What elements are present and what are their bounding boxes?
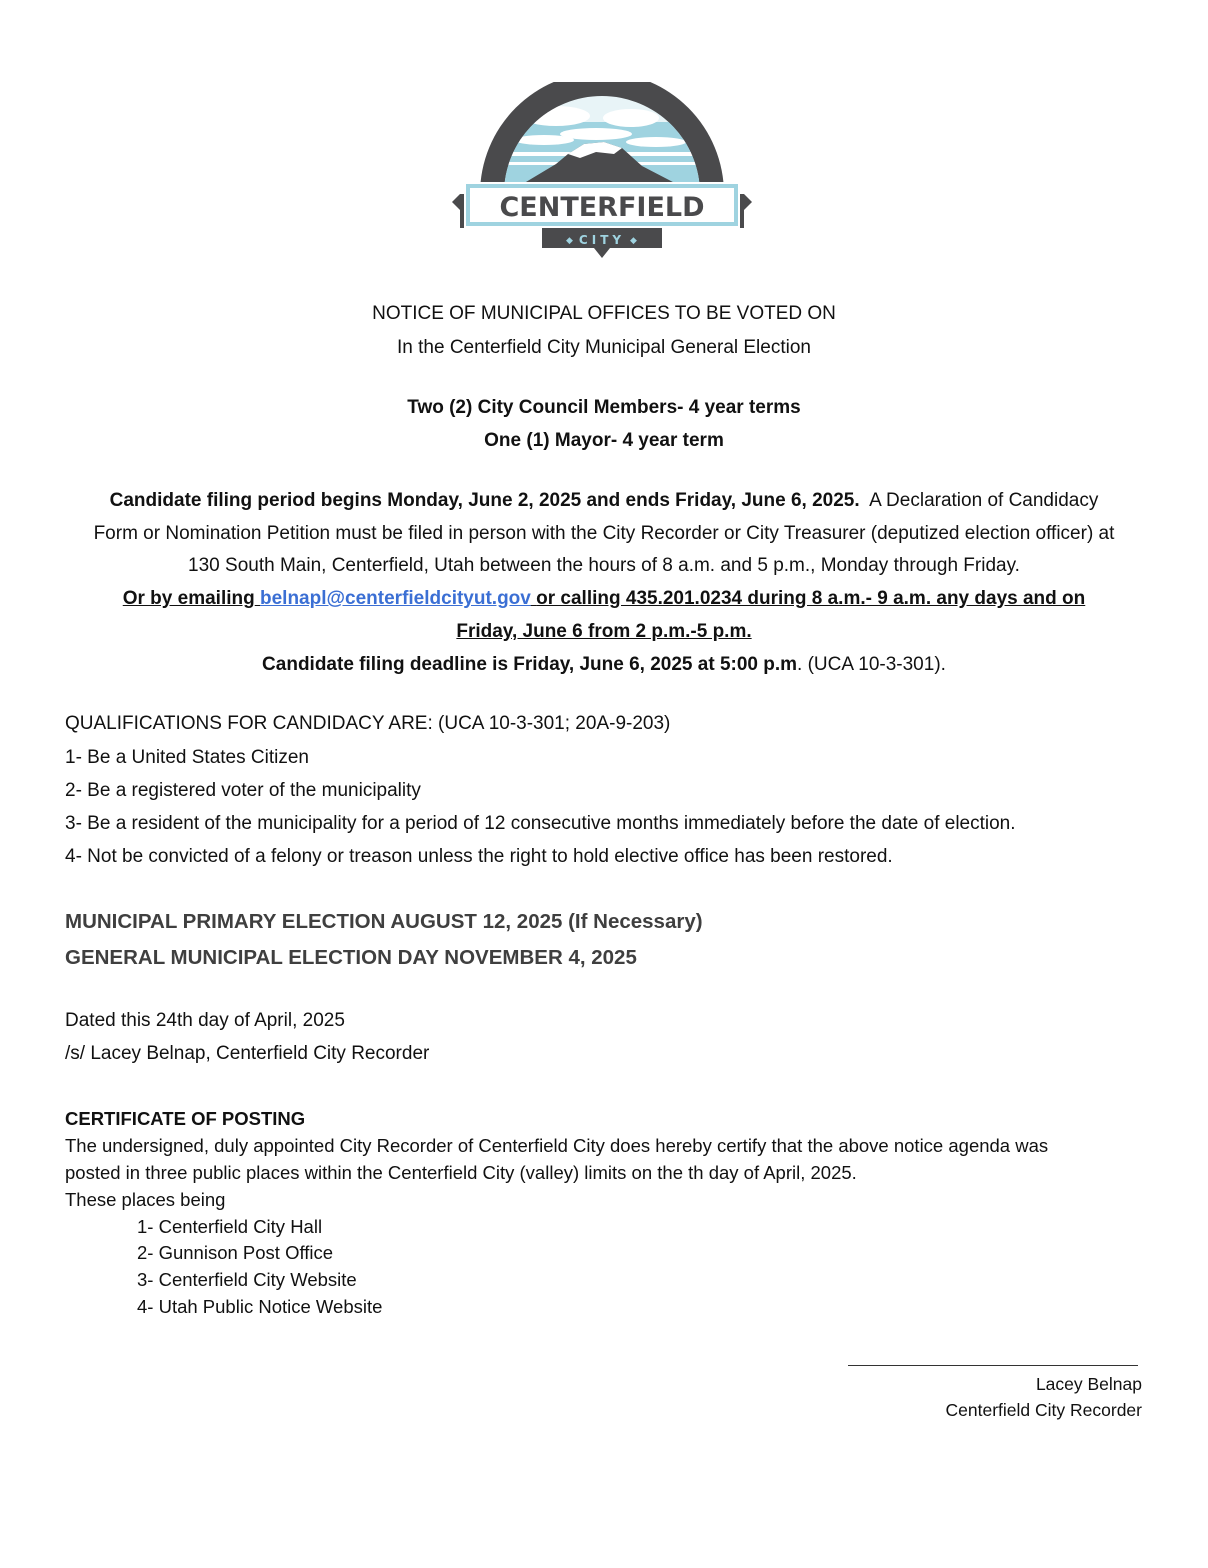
recorder-signature: /s/ Lacey Belnap, Centerfield City Recorder xyxy=(65,1043,430,1064)
qualification-item: 1- Be a United States Citizen xyxy=(65,747,309,768)
filing-line-1 xyxy=(0,489,1208,513)
qualification-item: 4- Not be convicted of a felony or treason unless the right to hold elective office has been restored. xyxy=(65,846,893,867)
deadline-citation: . (UCA 10-3-301). xyxy=(797,654,946,675)
svg-text:◆: ◆ xyxy=(566,235,573,245)
filing-deadline xyxy=(0,653,1208,677)
phone-hours: or calling 435.201.0234 during 8 a.m.- 9 a.m. any days and on xyxy=(536,588,1086,609)
email-prefix: Or by emailing xyxy=(122,588,255,609)
posting-place: 1- Centerfield City Hall xyxy=(137,1216,323,1237)
logo-subtext: CITY xyxy=(578,233,626,247)
primary-election: MUNICIPAL PRIMARY ELECTION AUGUST 12, 2025 (If Necessary) xyxy=(65,910,703,933)
general-election: GENERAL MUNICIPAL ELECTION DAY NOVEMBER 4, 2025 xyxy=(65,946,637,969)
office-council: Two (2) City Council Members- 4 year terms xyxy=(407,397,801,418)
filing-line-2: Form or Nomination Petition must be filed in person with the City Recorder or City Treasurer (deputized election officer) at xyxy=(93,523,1115,544)
deadline-text: Candidate filing deadline is Friday, June 6, 2025 at 5:00 p.m xyxy=(262,654,798,675)
signature-line xyxy=(848,1365,1138,1366)
filing-contact-line xyxy=(0,587,1208,611)
certificate-line-1: The undersigned, duly appointed City Recorder of Centerfield City does hereby certify that the above notice agenda was xyxy=(65,1135,1049,1156)
filing-period: Candidate filing period begins Monday, June 2, 2025 and ends Friday, June 6, 2025. xyxy=(109,490,860,511)
certificate-heading: CERTIFICATE OF POSTING xyxy=(65,1108,306,1129)
posting-place: 3- Centerfield City Website xyxy=(137,1269,357,1290)
signoff-name: Lacey Belnap xyxy=(1035,1374,1142,1394)
qualifications-heading: QUALIFICATIONS FOR CANDIDACY ARE: (UCA 10-3-301; 20A-9-203) xyxy=(65,713,671,734)
email-link[interactable]: belnapl@centerfieldcityut.gov xyxy=(260,588,531,609)
filing-form-text: A Declaration of Candidacy xyxy=(869,490,1099,511)
qualification-item: 2- Be a registered voter of the municipality xyxy=(65,780,421,801)
notice-title: NOTICE OF MUNICIPAL OFFICES TO BE VOTED ON xyxy=(372,303,836,324)
filing-line-3: 130 South Main, Centerfield, Utah between the hours of 8 a.m. and 5 p.m., Monday through Friday. xyxy=(188,555,1020,576)
signoff-title: Centerfield City Recorder xyxy=(945,1400,1142,1420)
posting-place: 2- Gunnison Post Office xyxy=(137,1242,334,1263)
svg-text:◆: ◆ xyxy=(630,235,637,245)
logo-wordmark: CENTERFIELD xyxy=(499,192,705,223)
certificate-line-2: posted in three public places within the Centerfield City (valley) limits on the th day of April, 2025. xyxy=(65,1162,857,1183)
qualification-item: 3- Be a resident of the municipality for a period of 12 consecutive months immediately before the date of election. xyxy=(65,813,1016,834)
posting-place: 4- Utah Public Notice Website xyxy=(137,1296,383,1317)
certificate-line-3: These places being xyxy=(65,1189,226,1210)
filing-friday-hours: Friday, June 6 from 2 p.m.-5 p.m. xyxy=(456,621,752,642)
office-mayor: One (1) Mayor- 4 year term xyxy=(484,430,724,451)
centerfield-city-logo xyxy=(446,82,758,264)
notice-subtitle: In the Centerfield City Municipal General Election xyxy=(397,337,811,358)
dated-line: Dated this 24th day of April, 2025 xyxy=(65,1010,345,1031)
